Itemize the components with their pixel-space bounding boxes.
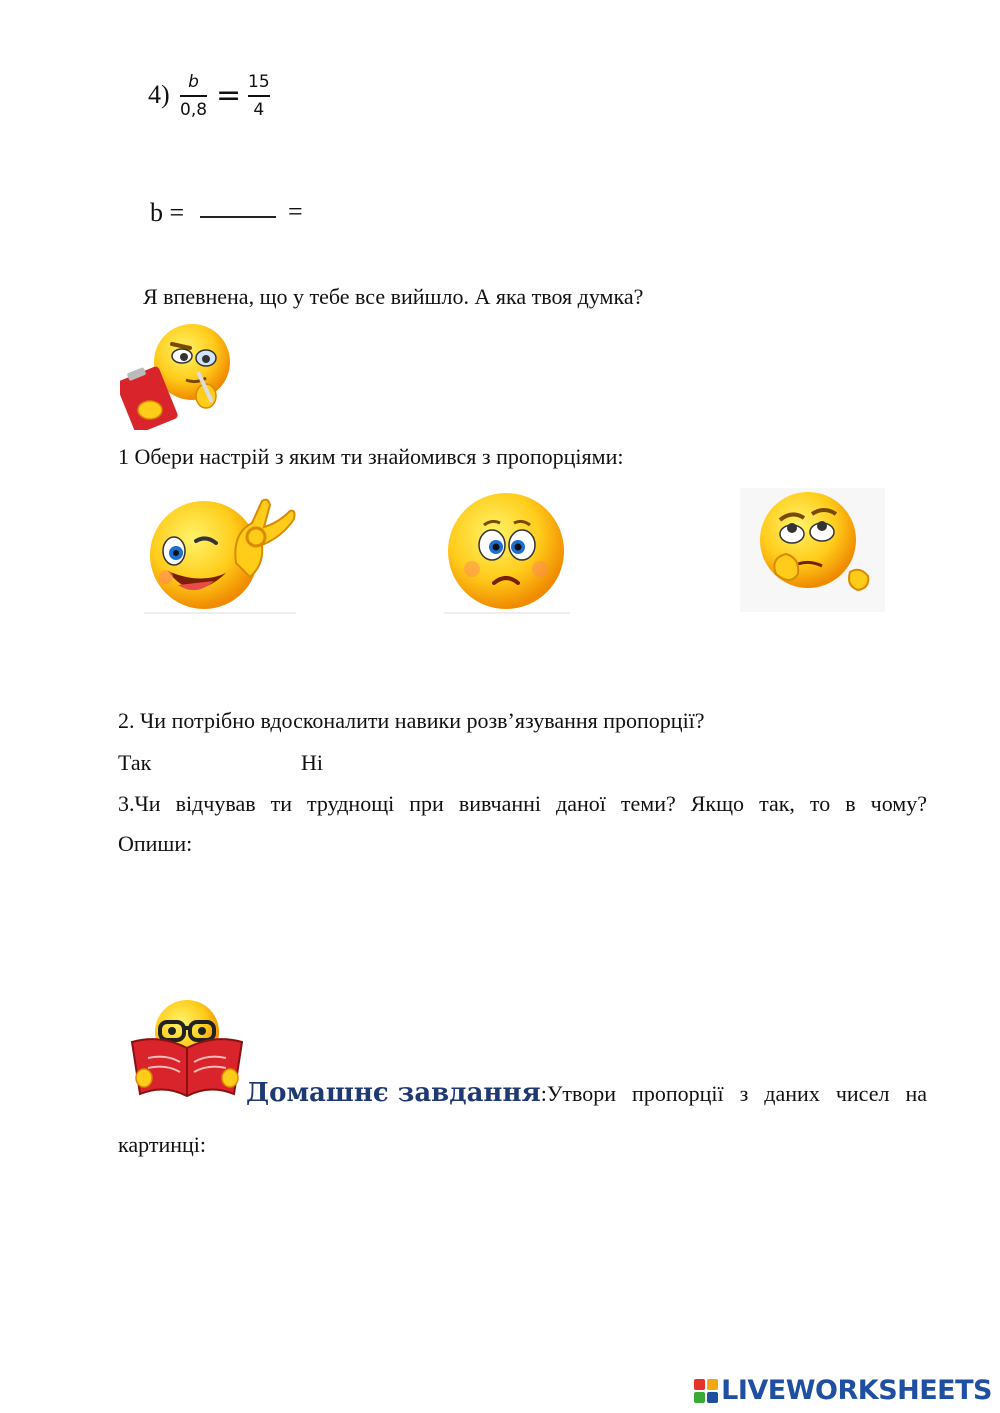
homework-text-1: Утвори пропорції з даних чисел на — [546, 1081, 927, 1106]
reading-book-emoji-icon — [130, 998, 245, 1100]
question-1: 1 Обери настрій з яким ти знайомився з пропорціями: — [118, 444, 624, 469]
winking-ok-emoji-icon — [144, 493, 299, 615]
option-no[interactable]: Ні — [301, 750, 323, 775]
equals-sign: = — [216, 78, 242, 113]
logo-tile — [694, 1379, 705, 1390]
logo-tile — [707, 1379, 718, 1390]
rhs-denominator: 4 — [253, 100, 265, 120]
encouragement-text: Я впевнена, що у тебе все вийшло. А яка твоя думка? — [143, 284, 644, 309]
thinking-clipboard-icon — [120, 320, 235, 430]
pondering-emoji-icon — [740, 488, 885, 612]
option-yes[interactable]: Так — [118, 750, 152, 775]
lhs-fraction — [180, 72, 207, 120]
fraction-bar — [248, 95, 270, 97]
liveworksheets-text: LIVEWORKSHEETS — [721, 1375, 992, 1406]
lhs-numerator: b — [188, 72, 199, 92]
mood-happy-option[interactable] — [144, 493, 299, 615]
homework-text-2: картинці: — [118, 1132, 206, 1157]
answer-fraction-input[interactable] — [200, 200, 276, 218]
fraction-bar — [180, 95, 207, 97]
equation-number: 4) — [148, 80, 170, 109]
homework-heading-group — [246, 1078, 547, 1108]
liveworksheets-logo-icon — [694, 1379, 718, 1403]
homework-line — [246, 1078, 927, 1108]
question-3-line-1: 3.Чи відчував ти труднощі при вивчанні даної теми? Якщо так, то в чому? — [118, 791, 927, 816]
question-2: 2. Чи потрібно вдосконалити навики розв’язування пропорції? — [118, 708, 705, 733]
homework-title: Домашнє завдання — [246, 1078, 541, 1108]
homework-colon: : — [540, 1081, 547, 1106]
mood-confused-option[interactable] — [444, 493, 570, 615]
mood-thinking-option[interactable] — [740, 488, 885, 612]
question-3-line-2: Опиши: — [118, 831, 193, 856]
rhs-fraction — [248, 72, 270, 120]
worried-emoji-icon — [444, 493, 570, 615]
liveworksheets-brand[interactable] — [694, 1375, 992, 1406]
rhs-numerator: 15 — [248, 72, 270, 92]
logo-tile — [694, 1392, 705, 1403]
answer-prefix: b = — [150, 198, 185, 227]
logo-tile — [707, 1392, 718, 1403]
answer-suffix: = — [288, 197, 303, 226]
lhs-denominator: 0,8 — [180, 100, 208, 120]
